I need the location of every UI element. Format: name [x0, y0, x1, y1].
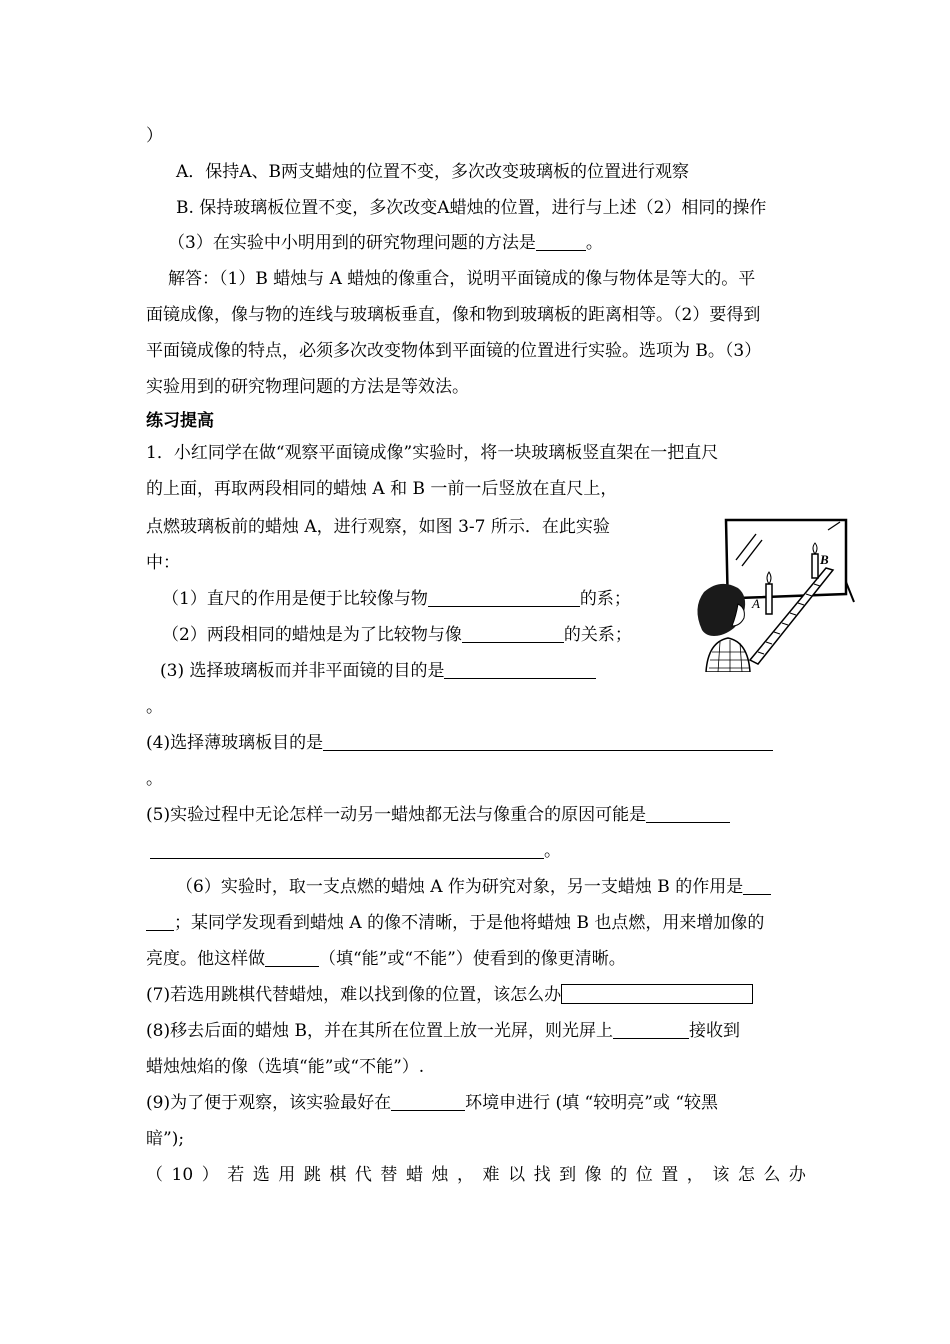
part-6-text-3: 亮度。他这样做 — [146, 949, 265, 969]
exercise-1-line-3: 点燃玻璃板前的蜡烛 A，进行观察，如图 3-7 所示．在此实验 — [146, 517, 610, 537]
part-10-char: 替 — [380, 1165, 398, 1185]
candle-b-flame — [813, 543, 817, 554]
candle-a-label: A — [752, 596, 760, 611]
option-a: A．保持A、B两支蜡烛的位置不变，多次改变玻璃板的位置进行观察 — [176, 162, 690, 182]
question-3-end: 。 — [585, 233, 603, 253]
answer-blank[interactable] — [462, 624, 564, 643]
part-10-char: 用 — [278, 1165, 296, 1185]
question-3 — [168, 232, 603, 254]
part-10-char: 像 — [584, 1165, 602, 1185]
part-9-text-2: 环境申进行 (填 “较明亮”或 “较黑 — [465, 1093, 719, 1113]
part-3-text: (3) 选择玻璃板而并非平面镜的目的是 — [160, 661, 445, 681]
candle-b — [812, 554, 818, 578]
answer-blank[interactable] — [536, 232, 586, 251]
part-10-char: 位 — [635, 1165, 653, 1185]
part-6-text: （6）实验时，取一支点燃的蜡烛 A 作为研究对象，另一支蜡烛 B 的作用是 — [176, 877, 744, 897]
part-10-char: 10 — [171, 1165, 194, 1185]
part-3-end: 。 — [146, 697, 163, 717]
answer-blank[interactable] — [646, 804, 730, 823]
part-10-char: 代 — [354, 1165, 372, 1185]
candle-a — [766, 584, 772, 614]
answer-blank[interactable] — [444, 660, 596, 679]
part-10-char: 办 — [788, 1165, 806, 1185]
part-8-text: (8)移去后面的蜡烛 B，并在其所在位置上放一光屏，则光屏上 — [146, 1021, 613, 1041]
part-10-char: （ — [146, 1165, 163, 1185]
answer-blank[interactable] — [146, 912, 174, 931]
part-10-char: 选 — [252, 1165, 270, 1185]
part-10-char: 到 — [559, 1165, 577, 1185]
mirror-experiment-figure — [688, 512, 868, 672]
part-10-char: 的 — [610, 1165, 628, 1185]
solution-line-4: 实验用到的研究物理问题的方法是等效法。 — [146, 377, 469, 397]
part-6-line-2 — [146, 912, 764, 934]
part-5-end: 。 — [544, 841, 561, 861]
part-10-char: 烛 — [431, 1165, 449, 1185]
answer-blank[interactable] — [743, 876, 771, 895]
candle-b-label: B — [820, 552, 829, 567]
part-6-line-3 — [146, 948, 626, 970]
part-6-text-4: （填“能”或“不能”）使看到的像更清晰。 — [319, 949, 626, 969]
part-10-char: 蜡 — [405, 1165, 423, 1185]
part-2-end: 的关系； — [563, 625, 632, 645]
part-7 — [146, 984, 753, 1006]
part-3 — [160, 660, 596, 682]
person-shoulders — [706, 638, 750, 672]
answer-blank[interactable] — [265, 948, 319, 967]
answer-blank[interactable] — [428, 588, 580, 607]
answer-box[interactable] — [561, 984, 753, 1004]
part-2-text: （2）两段相同的蜡烛是为了比较物与像 — [162, 625, 462, 645]
solution-line-3: 平面镜成像的特点，必须多次改变物体到平面镜的位置进行实验。选项为 B。（3） — [146, 341, 762, 361]
section-heading: 练习提高 — [146, 411, 214, 431]
part-4-text: (4)选择薄玻璃板目的是 — [146, 733, 324, 753]
part-10-char: 以 — [508, 1165, 526, 1185]
part-7-text: (7)若选用跳棋代替蜡烛，难以找到像的位置，该怎么办 — [146, 985, 562, 1005]
part-1-text: （1）直尺的作用是便于比较像与物 — [162, 589, 428, 609]
answer-blank[interactable] — [150, 840, 544, 859]
part-9-text: (9)为了便于观察，该实验最好在 — [146, 1093, 392, 1113]
exercise-1-line-1: 1．小红同学在做“观察平面镜成像”实验时，将一块玻璃板竖直架在一把直尺 — [146, 443, 719, 463]
part-10-char: ） — [201, 1165, 219, 1185]
line-0: ） — [146, 126, 163, 146]
part-9-line-2: 暗”); — [146, 1129, 185, 1149]
part-6-text-2: ；某同学发现看到蜡烛 A 的像不清晰，于是他将蜡烛 B 也点燃，用来增加像的 — [174, 913, 765, 933]
part-2 — [162, 624, 632, 646]
part-10-char: 找 — [533, 1165, 551, 1185]
option-b: B. 保持玻璃板位置不变，多次改变A蜡烛的位置，进行与上述（2）相同的操作 — [176, 198, 767, 218]
part-10-char: 难 — [482, 1165, 500, 1185]
exercise-1-line-4: 中： — [146, 553, 180, 573]
part-8-text-2: 接收到 — [688, 1021, 740, 1041]
part-6-line-1 — [176, 876, 771, 898]
part-10-char: ， — [457, 1165, 475, 1185]
candle-a-flame — [767, 572, 771, 584]
answer-blank[interactable] — [391, 1092, 465, 1111]
solution-line-2: 面镜成像，像与物的连线与玻璃板垂直，像和物到玻璃板的距离相等。（2）要得到 — [146, 305, 761, 325]
part-10-char: 么 — [763, 1165, 781, 1185]
part-8-line-1 — [146, 1020, 740, 1042]
solution-line-1: 解答：（1）B 蜡烛与 A 蜡烛的像重合，说明平面镜成的像与物体是等大的。平 — [168, 269, 756, 289]
exercise-1-line-2: 的上面，再取两段相同的蜡烛 A 和 B 一前一后竖放在直尺上， — [146, 479, 618, 499]
part-5 — [146, 804, 730, 826]
part-10-char: 棋 — [329, 1165, 347, 1185]
part-8-line-2: 蜡烛烛焰的像（选填“能”或“不能”）. — [146, 1057, 425, 1077]
part-10-char: 该 — [712, 1165, 730, 1185]
part-10-char: 怎 — [737, 1165, 755, 1185]
part-10-char: 置 — [661, 1165, 679, 1185]
part-1 — [162, 588, 631, 610]
part-5-continued — [150, 840, 561, 862]
part-4 — [146, 732, 773, 754]
part-10-char: 若 — [227, 1165, 245, 1185]
answer-blank[interactable] — [613, 1020, 689, 1039]
answer-blank[interactable] — [323, 732, 773, 751]
part-10-char: 跳 — [303, 1165, 321, 1185]
question-3-text: （3）在实验中小明用到的研究物理问题的方法是 — [168, 233, 536, 253]
part-5-text: (5)实验过程中无论怎样一动另一蜡烛都无法与像重合的原因可能是 — [146, 805, 647, 825]
part-1-end: 的系； — [579, 589, 631, 609]
part-10 — [146, 1164, 806, 1186]
part-9-line-1 — [146, 1092, 718, 1114]
part-4-end: 。 — [146, 769, 163, 789]
part-10-char: ， — [686, 1165, 704, 1185]
